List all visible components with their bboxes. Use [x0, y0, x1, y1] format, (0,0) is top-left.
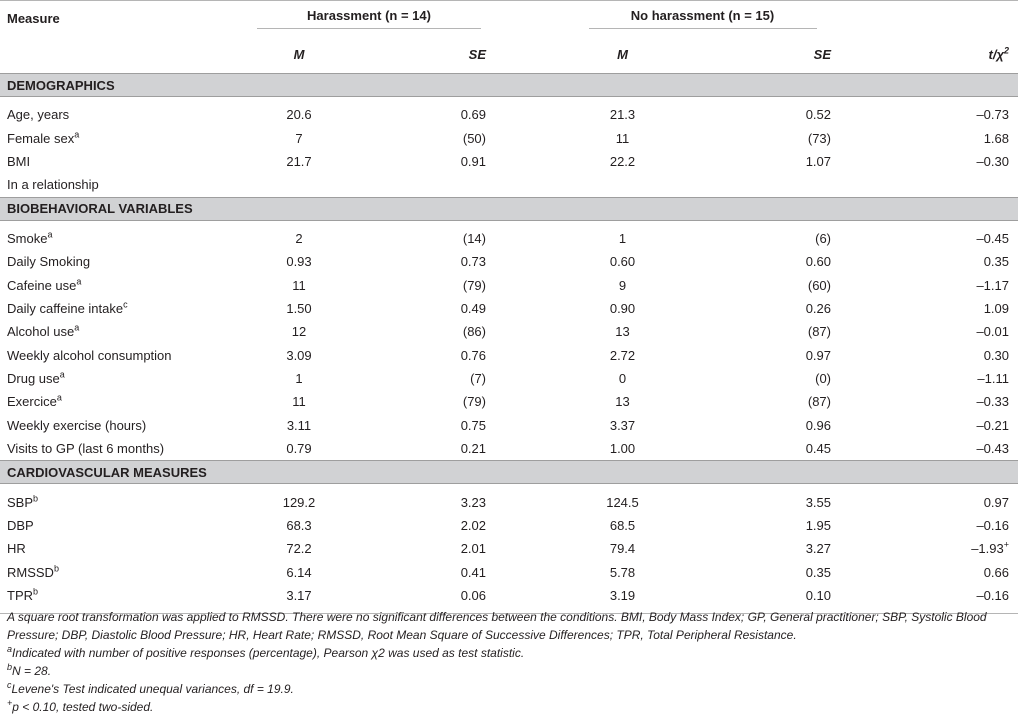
header-se-no-harassment: SE — [813, 46, 831, 62]
row-label-text: Alcohol use — [7, 324, 75, 340]
cell-mean-harassment: 3.11 — [286, 417, 312, 433]
table-row — [0, 173, 1018, 197]
cell-test-statistic — [855, 250, 1018, 273]
cell-mean-harassment: 1 — [295, 371, 303, 387]
row-label-text: DBP — [7, 518, 34, 534]
footnote-marker: c — [7, 680, 12, 690]
cell-test-statistic — [855, 103, 1018, 126]
test-statistic-value: 0.35 — [983, 254, 1009, 270]
row-label-text: SBP — [7, 494, 34, 510]
row-label — [0, 561, 198, 584]
cell-se-no-harassment: 3.27 — [805, 541, 831, 557]
cell-test-statistic — [855, 320, 1018, 343]
cell-mean-no-harassment: 9 — [618, 277, 627, 293]
table-row — [0, 437, 1018, 461]
row-label — [0, 514, 198, 537]
test-statistic-value: –0.45 — [976, 230, 1009, 246]
cell-test-statistic — [855, 344, 1018, 367]
cell-se-no-harassment: 0.35 — [805, 564, 831, 580]
row-label — [0, 173, 198, 197]
test-statistic-value: 1.09 — [983, 300, 1009, 316]
cell-mean-no-harassment: 11 — [615, 130, 630, 146]
header-se-harassment: SE — [468, 46, 486, 62]
footnote-text: A square root transformation was applied to RMSSD. There were no significant differences between the conditions. BMI, Body Mass Index; GP, General practitioner; SBP, Systolic Blood Pressure; DBP, Diastolic Blood Pressure; HR, Heart Rate; RMSSD, Root Mean Square of Successive Differences; TPR, Total Peripheral Resistance. — [7, 610, 987, 642]
cell-test-statistic — [855, 584, 1018, 607]
cell-se-harassment: (79) — [462, 394, 486, 410]
cell-se-harassment: (14) — [462, 230, 486, 246]
header-measure: Measure — [7, 10, 60, 26]
group-label-no-harassment: No harassment (n = 15) — [589, 8, 817, 29]
row-label-text: HR — [7, 541, 26, 557]
row-label — [0, 414, 198, 437]
cell-mean-no-harassment: 3.37 — [609, 417, 636, 433]
cell-mean-harassment: 21.7 — [286, 153, 312, 169]
cell-mean-no-harassment: 3.19 — [609, 588, 636, 604]
cell-test-statistic — [855, 173, 1018, 197]
cell-test-statistic — [855, 297, 1018, 320]
cell-se-no-harassment — [735, 173, 855, 197]
footnote-line — [7, 644, 1011, 662]
table-row — [0, 561, 1018, 584]
cell-se-harassment: 3.23 — [460, 494, 486, 510]
cell-mean-harassment: 3.09 — [286, 347, 312, 363]
cell-test-statistic — [855, 150, 1018, 173]
cell-se-no-harassment: 0.26 — [805, 300, 831, 316]
cell-mean-harassment: 1.50 — [286, 300, 312, 316]
row-label — [0, 250, 198, 273]
row-label — [0, 344, 198, 367]
cell-mean-harassment — [198, 173, 400, 197]
cell-mean-no-harassment: 5.78 — [609, 564, 636, 580]
test-statistic-value: 0.30 — [983, 347, 1009, 363]
row-label-text: Cafeine use — [7, 277, 77, 293]
cell-mean-harassment: 11 — [292, 277, 306, 293]
cell-mean-no-harassment: 0.60 — [609, 254, 636, 270]
header-m-harassment: M — [293, 46, 305, 62]
table-row — [0, 297, 1018, 320]
table-row — [0, 514, 1018, 537]
cell-test-statistic — [855, 514, 1018, 537]
header-empty — [855, 1, 1018, 36]
test-statistic-value: –1.11 — [977, 371, 1009, 387]
row-label — [0, 150, 198, 173]
cell-mean-no-harassment: 124.5 — [606, 494, 639, 510]
row-label-text: Visits to GP (last 6 months) — [7, 441, 165, 457]
cell-mean-no-harassment: 13 — [615, 394, 630, 410]
cell-se-harassment: (7) — [470, 371, 486, 387]
table-row — [0, 126, 1018, 149]
cell-se-no-harassment: 0.45 — [805, 441, 831, 457]
table-row — [0, 584, 1018, 607]
footnote-line — [7, 680, 1011, 698]
row-label-footnote-marker: b — [33, 493, 39, 504]
cell-se-harassment: 0.91 — [460, 153, 486, 169]
group-label-harassment: Harassment (n = 14) — [257, 8, 481, 29]
cell-mean-no-harassment: 79.4 — [609, 541, 636, 557]
cell-se-harassment: (86) — [462, 324, 486, 340]
cell-mean-no-harassment: 1.00 — [609, 441, 636, 457]
footnote-marker: b — [7, 662, 13, 672]
cell-mean-harassment: 7 — [295, 130, 303, 146]
cell-se-harassment: 2.02 — [460, 518, 486, 534]
test-statistic-value: –0.16 — [976, 518, 1009, 534]
row-label — [0, 490, 198, 513]
row-label-text: Female sex — [7, 130, 75, 146]
row-label — [0, 390, 198, 413]
cell-mean-no-harassment: 13 — [615, 324, 630, 340]
footnote-marker: a — [7, 644, 13, 654]
row-label-footnote-marker: a — [76, 276, 82, 287]
header-group-no-harassment — [510, 1, 855, 36]
table-footnotes — [7, 608, 1011, 716]
cell-mean-no-harassment: 21.3 — [609, 107, 636, 123]
row-label — [0, 103, 198, 126]
row-label-text: Weekly exercise (hours) — [7, 417, 147, 433]
cell-se-no-harassment: 0.96 — [805, 417, 831, 433]
cell-se-harassment: (50) — [462, 130, 486, 146]
cell-test-statistic — [855, 537, 1018, 560]
cell-se-harassment: 0.41 — [460, 564, 486, 580]
row-label-text: Weekly alcohol consumption — [7, 347, 172, 363]
table-row — [0, 320, 1018, 343]
cell-test-statistic — [855, 437, 1018, 461]
test-statistic-value: –0.30 — [976, 153, 1009, 169]
row-label — [0, 126, 198, 149]
cell-se-harassment: 0.49 — [460, 300, 486, 316]
cell-test-statistic — [855, 273, 1018, 296]
test-statistic-value: –1.93 — [971, 541, 1004, 557]
row-label-text: Drug use — [7, 371, 60, 387]
section-header-row — [0, 74, 1018, 97]
cell-se-harassment: 0.69 — [460, 107, 486, 123]
table-row — [0, 250, 1018, 273]
test-statistic-value: –0.33 — [976, 394, 1009, 410]
row-label-text: Age, years — [7, 107, 70, 123]
row-label-footnote-marker: a — [59, 369, 65, 380]
test-statistic-value: –0.16 — [976, 588, 1009, 604]
row-label — [0, 437, 198, 461]
table-row — [0, 367, 1018, 390]
row-label — [0, 584, 198, 607]
table-row — [0, 344, 1018, 367]
table-row — [0, 150, 1018, 173]
header-row-columns — [0, 35, 1018, 74]
section-header-row — [0, 461, 1018, 484]
cell-se-harassment: 0.76 — [460, 347, 486, 363]
cell-se-no-harassment: 0.52 — [805, 107, 831, 123]
footnote-marker: + — [7, 698, 13, 708]
cell-mean-harassment: 20.6 — [286, 107, 312, 123]
cell-mean-harassment: 0.79 — [286, 441, 312, 457]
cell-se-no-harassment: 1.95 — [805, 518, 831, 534]
cell-se-harassment: 2.01 — [460, 541, 486, 557]
row-label-footnote-marker: b — [33, 586, 39, 597]
cell-se-harassment: 0.75 — [460, 417, 486, 433]
cell-se-no-harassment: (6) — [815, 230, 831, 246]
header-row-groups — [0, 1, 1018, 36]
row-label — [0, 297, 198, 320]
cell-se-harassment: 0.06 — [460, 588, 486, 604]
row-label-text: BMI — [7, 153, 31, 169]
cell-test-statistic — [855, 414, 1018, 437]
cell-test-statistic — [855, 367, 1018, 390]
row-label — [0, 537, 198, 560]
cell-mean-harassment: 2 — [295, 230, 303, 246]
test-statistic-value: –0.01 — [976, 324, 1009, 340]
section-title: CARDIOVASCULAR MEASURES — [0, 461, 1018, 484]
cell-mean-no-harassment: 1 — [618, 230, 627, 246]
cell-test-statistic — [855, 490, 1018, 513]
row-label-footnote-marker: a — [74, 129, 80, 140]
header-test-statistic: $t/\chi^2$ — [988, 45, 1009, 62]
test-statistic-value: –0.43 — [976, 441, 1009, 457]
row-label-text: In a relationship — [7, 177, 99, 193]
cell-mean-no-harassment: 2.72 — [609, 347, 636, 363]
cell-se-no-harassment: 0.10 — [805, 588, 831, 604]
row-label-footnote-marker: b — [53, 563, 59, 574]
section-header-row — [0, 197, 1018, 220]
cell-mean-harassment: 12 — [291, 324, 307, 340]
row-label-text: RMSSD — [7, 564, 54, 580]
test-statistic-value: 1.68 — [983, 130, 1009, 146]
row-label-text: Exercice — [7, 394, 57, 410]
row-label-text: Daily caffeine intake — [7, 300, 124, 316]
row-label-footnote-marker: a — [56, 393, 62, 404]
cell-mean-harassment: 3.17 — [286, 588, 312, 604]
table-row — [0, 227, 1018, 250]
row-label-text: Daily Smoking — [7, 254, 91, 270]
footnote-text: Levene's Test indicated unequal variances, df = 19.9. — [11, 682, 294, 696]
cell-se-harassment: 0.21 — [460, 441, 486, 457]
cell-se-no-harassment: (0) — [815, 371, 831, 387]
cell-mean-no-harassment — [510, 173, 735, 197]
section-title: DEMOGRAPHICS — [0, 74, 1018, 97]
header-group-harassment — [198, 1, 510, 36]
test-statistic-value: 0.66 — [983, 564, 1009, 580]
cell-se-harassment — [400, 173, 510, 197]
cell-se-no-harassment: 0.60 — [805, 254, 831, 270]
section-title: BIOBEHAVIORAL VARIABLES — [0, 197, 1018, 220]
footnote-line — [7, 662, 1011, 680]
cell-mean-harassment: 68.3 — [286, 518, 312, 534]
test-statistic-value: –0.73 — [976, 107, 1009, 123]
row-label — [0, 227, 198, 250]
cell-test-statistic — [855, 126, 1018, 149]
table-row — [0, 414, 1018, 437]
cell-mean-no-harassment: 0.90 — [609, 300, 636, 316]
row-label-footnote-marker: a — [47, 229, 53, 240]
cell-mean-harassment: 129.2 — [282, 494, 316, 510]
cell-se-no-harassment: 1.07 — [805, 153, 831, 169]
table-body — [0, 74, 1018, 615]
cell-mean-harassment: 0.93 — [286, 254, 312, 270]
header-blank — [0, 35, 198, 74]
row-label-text: TPR — [7, 588, 33, 604]
cell-mean-harassment: 6.14 — [286, 564, 312, 580]
cell-se-no-harassment: (73) — [807, 130, 831, 146]
row-label — [0, 320, 198, 343]
test-statistic-value: 0.97 — [983, 494, 1009, 510]
cell-se-harassment: (79) — [462, 277, 486, 293]
cell-mean-no-harassment: 0 — [618, 371, 627, 387]
footnote-text: N = 28. — [12, 664, 52, 678]
table-row — [0, 390, 1018, 413]
test-statistic-value: –0.21 — [976, 417, 1009, 433]
cell-test-statistic — [855, 227, 1018, 250]
footnote-line — [7, 608, 1011, 644]
test-statistic-marker: + — [1003, 540, 1009, 551]
cell-se-no-harassment: (87) — [807, 394, 831, 410]
cell-se-no-harassment: 0.97 — [805, 347, 831, 363]
table-row — [0, 273, 1018, 296]
cell-se-no-harassment: (60) — [807, 277, 831, 293]
table-row — [0, 490, 1018, 513]
cell-mean-harassment: 11 — [292, 394, 306, 410]
table-row — [0, 103, 1018, 126]
footnote-line — [7, 698, 1011, 716]
row-label-footnote-marker: c — [123, 299, 128, 310]
cell-se-no-harassment: (87) — [807, 324, 831, 340]
cell-mean-no-harassment: 68.5 — [609, 518, 636, 534]
cell-se-harassment: 0.73 — [460, 254, 486, 270]
row-label-text: Smoke — [7, 230, 48, 246]
cell-test-statistic — [855, 390, 1018, 413]
cell-mean-harassment: 72.2 — [286, 541, 312, 557]
cell-mean-no-harassment: 22.2 — [609, 153, 636, 169]
row-label-footnote-marker: a — [74, 322, 80, 333]
footnote-text: p < 0.10, tested two-sided. — [12, 700, 154, 714]
header-m-no-harassment: M — [617, 46, 628, 62]
table-row — [0, 537, 1018, 560]
row-label — [0, 367, 198, 390]
footnote-text: Indicated with number of positive responses (percentage), Pearson χ2 was used as test statistic. — [12, 646, 525, 660]
cell-se-no-harassment: 3.55 — [805, 494, 831, 510]
test-statistic-value: –1.17 — [976, 277, 1009, 293]
cell-test-statistic — [855, 561, 1018, 584]
row-label — [0, 273, 198, 296]
